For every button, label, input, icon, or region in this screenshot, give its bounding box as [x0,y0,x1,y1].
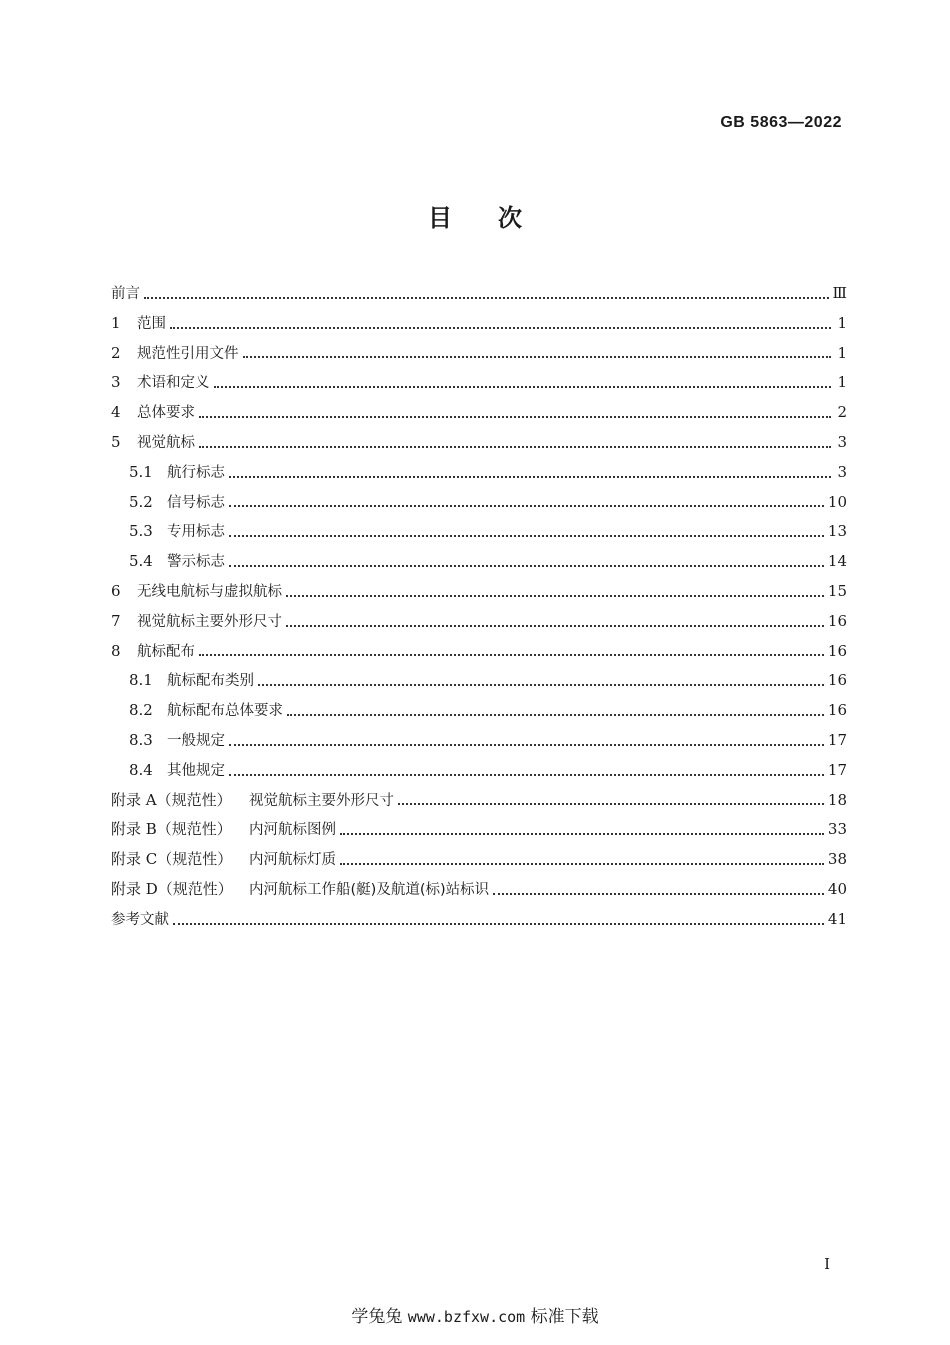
toc-entry[interactable] [111,458,847,488]
page-title: 目次 [428,204,568,232]
toc-entry-number: 附录 A（规范性） [111,790,232,809]
toc-entry[interactable] [111,547,847,577]
toc-leader-dots [229,476,831,478]
toc-leader-dots [340,863,824,865]
toc-entry[interactable] [111,905,847,935]
toc-entry-number: 3 [111,373,121,392]
toc-entry-number: 8.2 [129,701,153,720]
toc-entry-page: 15 [827,581,847,600]
toc-entry-label: 视觉航标 [137,434,195,451]
toc-entry-page: 16 [827,701,847,720]
toc-entry-page: 3 [837,432,847,451]
toc-leader-dots [214,386,832,388]
toc-leader-dots [199,446,831,448]
toc-entry[interactable] [111,726,847,756]
toc-entry-label: 航标配布类别 [167,673,254,690]
toc-entry-page: 16 [827,611,847,630]
footer-site-name: 学兔兔 [351,1307,403,1327]
toc-entry-number: 4 [111,403,121,422]
toc-entry[interactable] [111,428,847,458]
toc-entry-page: 33 [827,820,847,839]
toc-entry-label: 其他规定 [167,762,225,779]
toc-leader-dots [144,297,829,299]
toc-entry-number: 5.3 [129,522,153,541]
toc-entry-number: 8.1 [129,671,153,690]
toc-entry-label: 视觉航标主要外形尺寸 [137,613,282,630]
toc-entry-label: 专用标志 [167,524,225,541]
toc-entry-label: 航行标志 [167,464,225,481]
toc-entry-number: 5 [111,432,121,451]
toc-leader-dots [229,535,824,537]
toc-entry[interactable] [111,875,847,905]
toc-entry-label: 视觉航标主要外形尺寸 [249,792,394,809]
toc-entry-label: 前言 [111,286,140,302]
toc-entry-page: 18 [827,790,847,809]
toc-entry-page: 41 [827,909,847,928]
toc-entry[interactable] [111,398,847,428]
toc-entry-page: 16 [827,671,847,690]
toc-leader-dots [286,625,824,627]
toc-entry-number: 附录 D（规范性） [111,879,233,898]
toc-leader-dots [287,714,824,716]
toc-entry[interactable] [111,488,847,518]
toc-entry-label: 一般规定 [167,732,225,749]
toc-entry-page: 17 [827,760,847,779]
toc-entry-number: 2 [111,343,121,362]
footer-tagline: 标准下载 [530,1307,599,1327]
toc-leader-dots [243,356,832,358]
footer [0,1302,950,1327]
toc-entry-number: 8.3 [129,730,153,749]
toc-entry-number: 5.2 [129,492,153,511]
toc-entry[interactable] [111,309,847,339]
toc-entry-number: 5.1 [129,462,153,481]
toc-entry[interactable] [111,815,847,845]
toc-entry-page: Ⅲ [832,284,847,302]
toc-leader-dots [229,505,824,507]
table-of-contents [111,279,847,935]
toc-leader-dots [340,833,824,835]
toc-entry[interactable] [111,845,847,875]
toc-leader-dots [170,327,831,329]
toc-entry-number: 7 [111,611,121,630]
toc-entry-page: 14 [827,552,847,571]
toc-entry-label: 信号标志 [167,494,225,511]
toc-entry-label: 航标配布总体要求 [167,703,283,720]
toc-entry-page: 38 [827,850,847,869]
toc-entry-label: 参考文献 [111,911,169,928]
toc-leader-dots [199,416,831,418]
toc-entry-page: 13 [827,522,847,541]
toc-entry-number: 附录 C（规范性） [111,850,233,869]
toc-leader-dots [173,923,824,925]
toc-entry-number: 8.4 [129,760,153,779]
toc-entry-page: 2 [837,403,847,422]
toc-entry[interactable] [111,786,847,816]
toc-entry-number: 5.4 [129,552,153,571]
toc-entry[interactable] [111,517,847,547]
toc-leader-dots [229,744,824,746]
toc-entry-page: 1 [837,373,847,392]
toc-entry-number: 8 [111,641,121,660]
toc-entry[interactable] [111,666,847,696]
toc-entry-label: 总体要求 [137,405,195,422]
page-number: I [824,1255,830,1273]
toc-entry-number: 6 [111,581,121,600]
toc-entry-page: 1 [837,313,847,332]
toc-entry-page: 40 [827,879,847,898]
toc-leader-dots [493,893,824,895]
toc-entry-page: 16 [827,641,847,660]
toc-entry-page: 17 [827,730,847,749]
toc-entry[interactable] [111,577,847,607]
standard-number: GB 5863—2022 [720,114,842,131]
toc-entry-label: 范围 [137,315,166,332]
toc-entry[interactable] [111,637,847,667]
toc-entry-page: 1 [837,343,847,362]
toc-entry-page: 10 [827,492,847,511]
toc-entry-label: 规范性引用文件 [137,345,239,362]
toc-entry-label: 术语和定义 [137,375,210,392]
toc-entry-number: 1 [111,313,121,332]
toc-leader-dots [229,774,824,776]
toc-entry-page: 3 [837,462,847,481]
toc-entry-label: 内河航标工作船(艇)及航道(标)站标识 [249,881,490,898]
footer-url[interactable]: www.bzfxw.com [407,1308,526,1326]
toc-entry[interactable] [111,607,847,637]
toc-entry[interactable] [111,368,847,398]
toc-leader-dots [229,565,824,567]
toc-leader-dots [258,684,824,686]
toc-entry-label: 内河航标图例 [249,822,336,839]
toc-entry[interactable] [111,279,847,309]
toc-entry-label: 警示标志 [167,554,225,571]
toc-entry-number: 附录 B（规范性） [111,820,232,839]
toc-entry[interactable] [111,339,847,369]
toc-entry[interactable] [111,696,847,726]
toc-entry-label: 无线电航标与虚拟航标 [137,583,282,600]
toc-entry[interactable] [111,756,847,786]
toc-leader-dots [199,654,824,656]
toc-leader-dots [286,595,824,597]
toc-entry-label: 航标配布 [137,643,195,660]
toc-entry-label: 内河航标灯质 [249,852,336,869]
toc-leader-dots [398,803,824,805]
